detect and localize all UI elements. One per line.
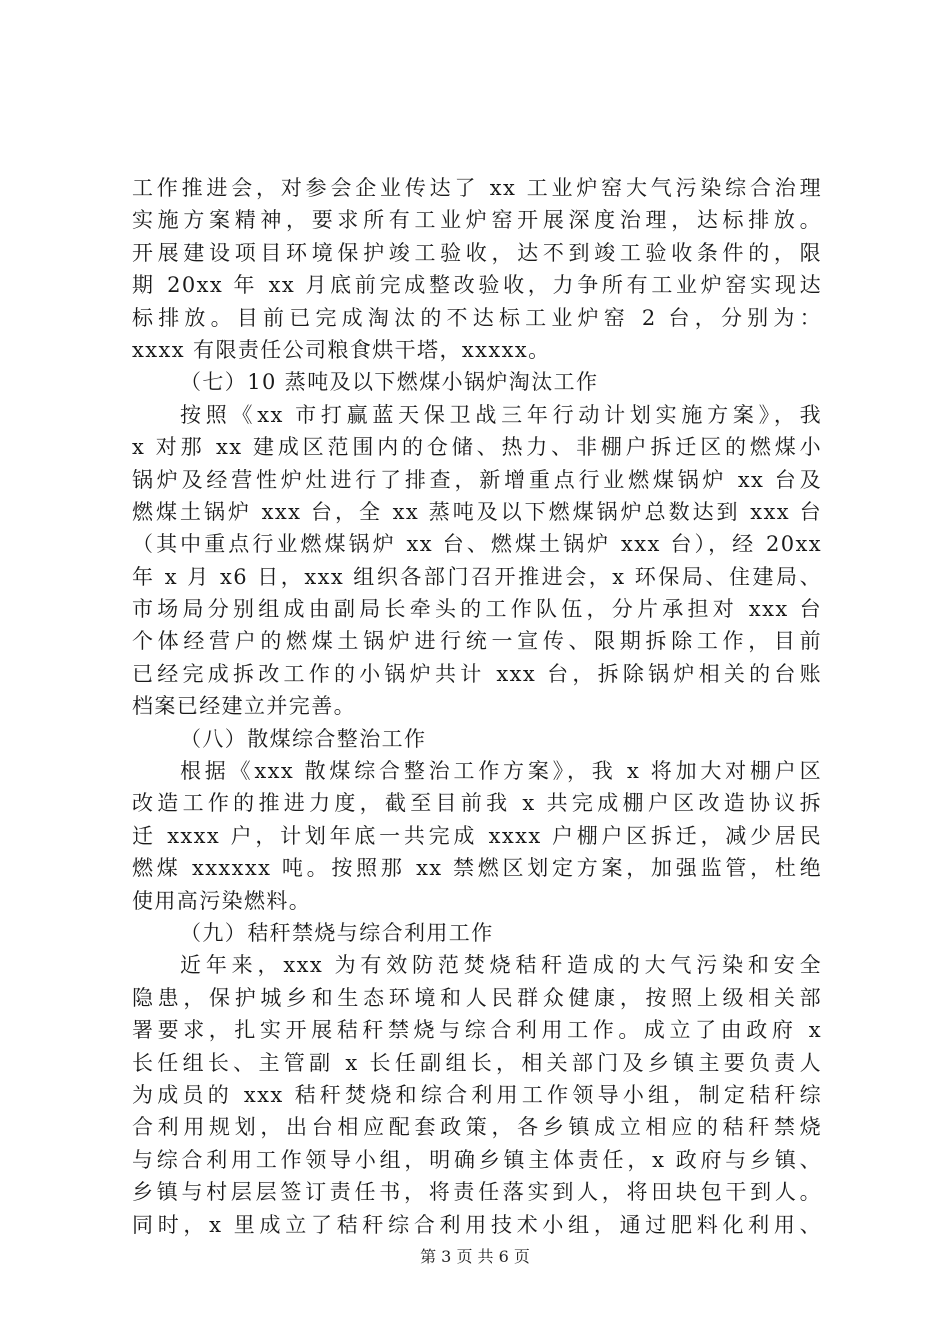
text-line: 与综合利用工作领导小组，明确乡镇主体责任，x 政府与乡镇、 (132, 1147, 822, 1172)
text-line: 市场局分别组成由副局长牵头的工作队伍，分片承担对 xxx 台 (132, 597, 822, 622)
text-line: 标排放。目前已完成淘汰的不达标工业炉窑 2 台，分别为： (132, 305, 822, 330)
text-line: 迁 xxxx 户，计划年底一共完成 xxxx 户棚户区拆迁，减少居民 (132, 823, 822, 848)
text-line: 使用高污染燃料。 (132, 888, 312, 913)
page-number-footer: 第 3 页 共 6 页 (420, 1247, 530, 1266)
text-line: 锅炉及经营性炉灶进行了排查，新增重点行业燃煤锅炉 xx 台及 (132, 467, 822, 492)
text-line: 长任组长、主管副 x 长任副组长，相关部门及乡镇主要负责人 (132, 1050, 822, 1075)
text-line: x 对那 xx 建成区范围内的仓储、热力、非棚户拆迁区的燃煤小 (132, 435, 822, 460)
text-line: 实施方案精神，要求所有工业炉窑开展深度治理，达标排放。 (132, 208, 822, 233)
text-line: 改造工作的推进力度，截至目前我 x 共完成棚户区改造协议拆 (132, 791, 822, 816)
section-heading: （八）散煤综合整治工作 (180, 726, 427, 751)
text-line: 为成员的 xxx 秸秆焚烧和综合利用工作领导小组，制定秸秆综 (132, 1082, 822, 1107)
text-line: 期 20xx 年 xx 月底前完成整改验收，力争所有工业炉窑实现达 (132, 273, 822, 298)
document-body (132, 172, 822, 1241)
paragraph-first-line: 按照《xx 市打赢蓝天保卫战三年行动计划实施方案》，我 (180, 402, 822, 427)
text-line: 署要求，扎实开展秸秆禁烧与综合利用工作。成立了由政府 x (132, 1018, 822, 1043)
paragraph-first-line: 近年来，xxx 为有效防范焚烧秸秆造成的大气污染和安全 (180, 953, 822, 978)
text-line: 乡镇与村层层签订责任书，将责任落实到人，将田块包干到人。 (132, 1180, 822, 1205)
section-heading: （九）秸秆禁烧与综合利用工作 (180, 920, 494, 945)
text-line: 档案已经建立并完善。 (132, 694, 356, 719)
text-line: 已经完成拆改工作的小锅炉共计 xxx 台，拆除锅炉相关的台账 (132, 661, 822, 686)
section-heading: （七）10 蒸吨及以下燃煤小锅炉淘汰工作 (180, 370, 599, 395)
text-line: 开展建设项目环境保护竣工验收，达不到竣工验收条件的，限 (132, 240, 822, 265)
text-line: 同时，x 里成立了秸秆综合利用技术小组，通过肥料化利用、 (132, 1212, 822, 1237)
text-line: 年 x 月 x6 日，xxx 组织各部门召开推进会，x 环保局、住建局、 (132, 564, 822, 589)
text-line: （其中重点行业燃煤锅炉 xx 台、燃煤土锅炉 xxx 台），经 20xx (132, 532, 822, 557)
text-line: xxxx 有限责任公司粮食烘干塔，xxxxx。 (132, 337, 551, 362)
paragraph-first-line: 根据《xxx 散煤综合整治工作方案》，我 x 将加大对棚户区 (180, 759, 822, 784)
text-line: 合利用规划，出台相应配套政策，各乡镇成立相应的秸秆禁烧 (132, 1115, 822, 1140)
text-line: 燃煤 xxxxxx 吨。按照那 xx 禁燃区划定方案，加强监管，杜绝 (132, 856, 822, 881)
text-line: 隐患，保护城乡和生态环境和人民群众健康，按照上级相关部 (132, 985, 822, 1010)
text-line: 个体经营户的燃煤土锅炉进行统一宣传、限期拆除工作，目前 (132, 629, 822, 654)
text-line: 工作推进会，对参会企业传达了 xx 工业炉窑大气污染综合治理 (132, 176, 822, 200)
text-line: 燃煤土锅炉 xxx 台，全 xx 蒸吨及以下燃煤锅炉总数达到 xxx 台 (132, 499, 822, 524)
